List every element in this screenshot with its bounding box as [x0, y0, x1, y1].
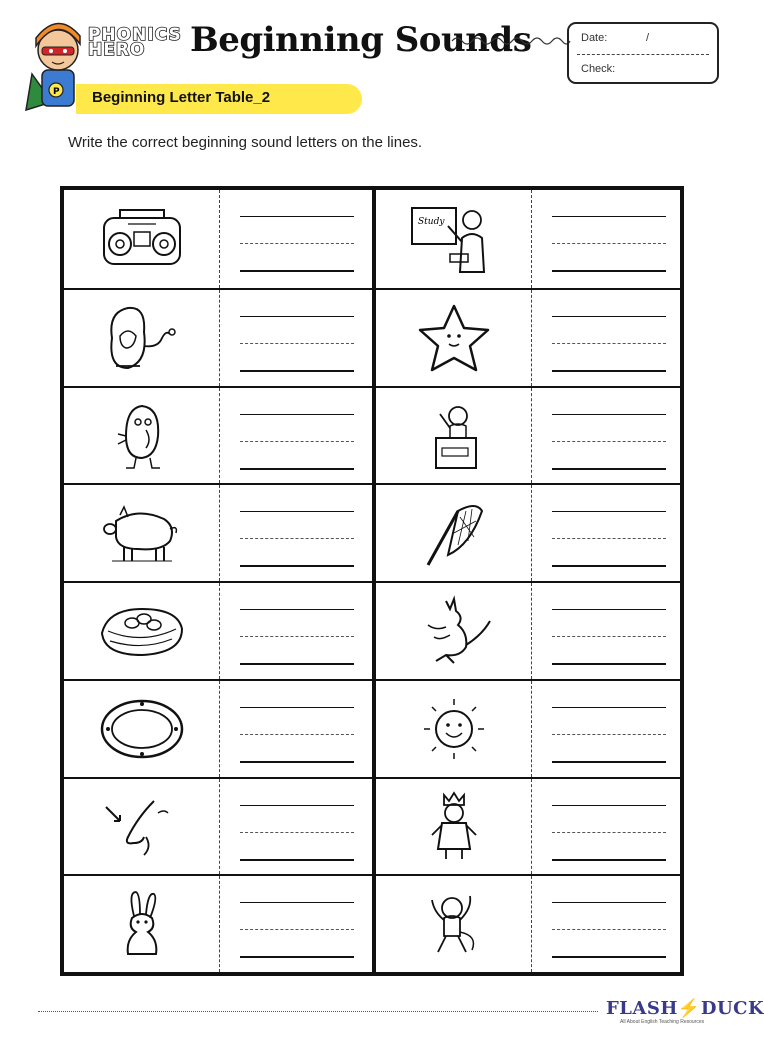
table-row: [376, 190, 680, 288]
nest-icon: [98, 595, 186, 667]
egg-creature-icon: [98, 400, 186, 472]
writing-lines[interactable]: [542, 876, 670, 972]
brand-tagline: All About English Teaching Resources: [620, 1019, 705, 1025]
table-row: [64, 581, 372, 679]
writing-lines[interactable]: [230, 681, 358, 777]
date-separator: /: [646, 32, 650, 44]
brand-left: FLASH: [606, 998, 678, 1019]
teacher-icon: [410, 202, 498, 274]
oval-mirror-icon: [98, 693, 186, 765]
table-row: [376, 483, 680, 581]
picture-cell: [376, 876, 532, 972]
table-row: [64, 386, 372, 484]
svg-text:P: P: [53, 87, 60, 97]
picture-cell: [376, 583, 532, 679]
rabbit-icon: [98, 888, 186, 960]
net-icon: [410, 497, 498, 569]
logo-line-2: HERO: [88, 40, 146, 60]
brand-right: DUCK: [700, 998, 764, 1019]
subtitle: Beginning Letter Table_2: [92, 89, 271, 106]
table-row: [376, 874, 680, 972]
writing-lines[interactable]: [230, 876, 358, 972]
picture-cell: [376, 779, 532, 875]
right-column: [376, 190, 680, 972]
writing-lines[interactable]: [230, 779, 358, 875]
picture-cell: [64, 681, 220, 777]
picture-cell: [64, 190, 220, 288]
nose-icon: [98, 791, 186, 863]
check-label: Check:: [581, 63, 616, 75]
writing-lines[interactable]: [542, 485, 670, 581]
pig-icon: [98, 497, 186, 569]
writing-lines[interactable]: [542, 388, 670, 484]
table-row: [64, 190, 372, 288]
table-row: [64, 874, 372, 972]
writing-lines[interactable]: [542, 583, 670, 679]
table-row: [64, 288, 372, 386]
date-divider: [577, 54, 709, 55]
table-row: [376, 581, 680, 679]
monkey-icon: [410, 888, 498, 960]
phonics-hero-logo: [88, 25, 182, 68]
table-row: [64, 679, 372, 777]
lightning-bolt-icon: ⚡: [677, 998, 701, 1019]
logo-line-1: PHONICS: [88, 25, 182, 45]
picture-cell: [64, 388, 220, 484]
date-check-box: [567, 22, 719, 84]
table-row: [376, 679, 680, 777]
table-row: [376, 386, 680, 484]
writing-lines[interactable]: [230, 290, 358, 386]
picture-cell: [64, 290, 220, 386]
picture-cell: [64, 583, 220, 679]
title-squiggle-decoration: [452, 34, 570, 48]
radio-icon: [98, 202, 186, 274]
table-row: [376, 288, 680, 386]
boy-in-box-icon: [410, 400, 498, 472]
table-row: [64, 483, 372, 581]
writing-lines[interactable]: [230, 583, 358, 679]
picture-cell: [376, 290, 532, 386]
writing-lines[interactable]: [230, 485, 358, 581]
flash-duck-logo: [606, 998, 764, 1019]
picture-cell: [64, 779, 220, 875]
study-sign-text: Study: [418, 217, 445, 227]
writing-lines[interactable]: [230, 190, 358, 288]
kangaroo-icon: [410, 595, 498, 667]
page-title: Beginning Sounds: [190, 20, 532, 60]
writing-lines[interactable]: [542, 681, 670, 777]
table-row: [376, 777, 680, 875]
date-label: Date:: [581, 32, 608, 44]
left-column: [64, 190, 372, 972]
picture-cell: [376, 190, 532, 288]
picture-cell: [376, 485, 532, 581]
sun-icon: [410, 693, 498, 765]
writing-lines[interactable]: [542, 779, 670, 875]
star-icon: [410, 302, 498, 374]
picture-cell: [64, 485, 220, 581]
writing-lines[interactable]: [230, 388, 358, 484]
writing-lines[interactable]: [542, 190, 670, 288]
table-row: [64, 777, 372, 875]
worksheet-table: [60, 186, 684, 976]
king-icon: [410, 791, 498, 863]
footer-divider: [38, 1011, 598, 1012]
picture-cell: [64, 876, 220, 972]
instructions: Write the correct beginning sound letters on the lines.: [68, 134, 423, 151]
writing-lines[interactable]: [542, 290, 670, 386]
picture-cell: [376, 388, 532, 484]
lion-icon: [98, 302, 186, 374]
picture-cell: [376, 681, 532, 777]
